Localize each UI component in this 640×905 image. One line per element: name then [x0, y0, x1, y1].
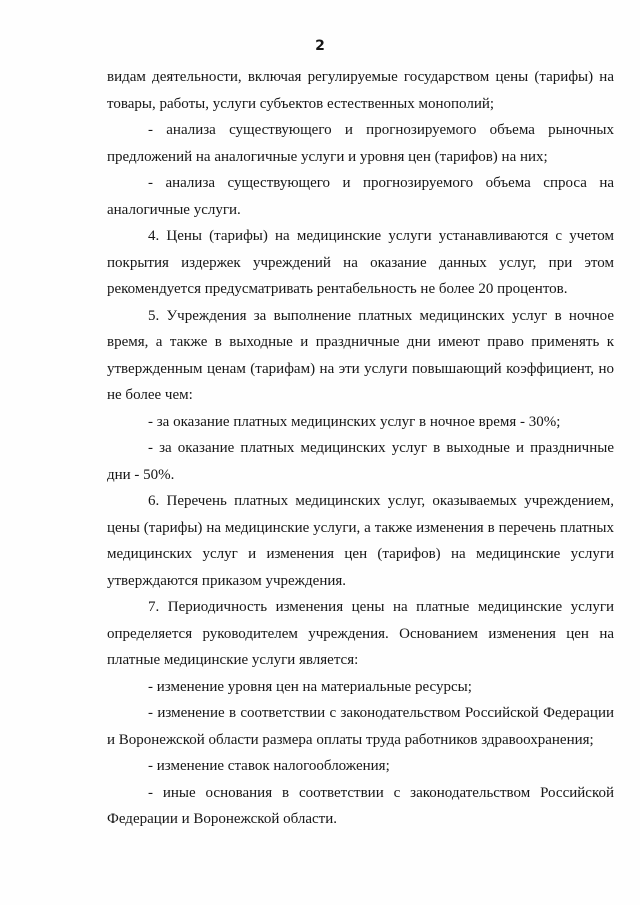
paragraph-wages: - изменение в соответствии с законодательством Российской Федерации и Воронежской области размера оплаты труда работников здравоохранения;	[107, 705, 614, 748]
page-number: 2	[315, 38, 325, 54]
paragraph-material-prices: - изменение уровня цен на материальные ресурсы;	[148, 678, 472, 695]
paragraph-night-rate: - за оказание платных медицинских услуг в ночное время - 30%;	[148, 413, 561, 430]
paragraph-market-offers: - анализа существующего и прогнозируемого объема рыночных предложений на аналогичные услуги и уровня цен (тарифов) на них;	[107, 122, 614, 165]
paragraph-item-7: 7. Периодичность изменения цены на платные медицинские услуги определяется руководителем учреждения. Основанием изменения цен на платные медицинские услуги является:	[107, 599, 614, 668]
paragraph-item-4: 4. Цены (тарифы) на медицинские услуги устанавливаются с учетом покрытия издержек учреждений на оказание данных услуг, при этом рекомендуется предусматривать рентабельность не более 20 процентов.	[107, 228, 614, 297]
paragraph-demand-analysis: - анализа существующего и прогнозируемого объема спроса на аналогичные услуги.	[107, 175, 614, 218]
document-body	[107, 64, 614, 833]
paragraph-tax-rates: - изменение ставок налогообложения;	[148, 758, 390, 774]
paragraph-continuation: видам деятельности, включая регулируемые государством цены (тарифы) на товары, работы, услуги субъектов естественных монополий;	[107, 69, 614, 112]
paragraph-holiday-rate: - за оказание платных медицинских услуг в выходные и праздничные дни - 50%.	[107, 440, 614, 483]
paragraph-item-5: 5. Учреждения за выполнение платных медицинских услуг в ночное время, а также в выходные и праздничные дни имеют право применять к утвержденным ценам (тарифам) на эти услуги повышающий коэффициент, но не более чем:	[107, 307, 614, 403]
paragraph-item-6: 6. Перечень платных медицинских услуг, оказываемых учреждением, цены (тарифы) на медицинские услуги, а также изменения в перечень платных медицинских услуг и изменения цен (тарифов) на медицинские услуги утверждаются приказом учреждения.	[107, 493, 614, 589]
paragraph-other-grounds: - иные основания в соответствии с законодательством Российской Федерации и Воронежской области.	[107, 784, 614, 827]
